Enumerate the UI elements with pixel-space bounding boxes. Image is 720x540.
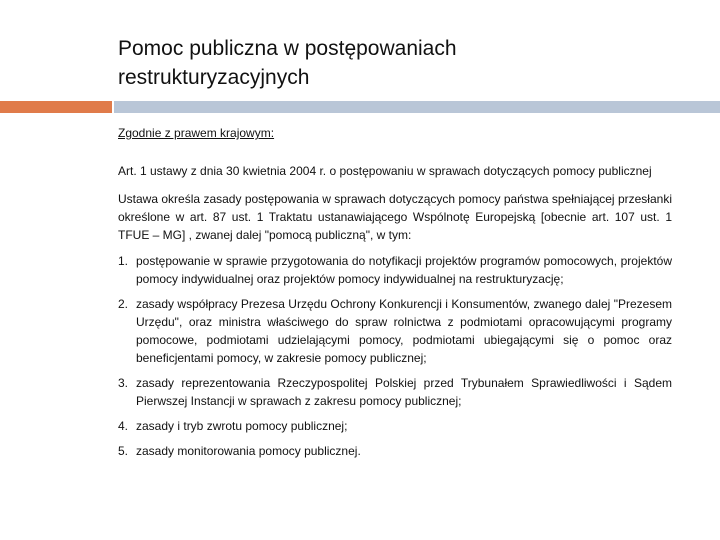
list-item-number: 1.: [118, 254, 129, 268]
title-divider-bar: [114, 101, 720, 113]
list-item-number: 4.: [118, 419, 129, 433]
provisions-list: [118, 252, 672, 460]
list-item-number: 5.: [118, 444, 129, 458]
list-item: [118, 252, 672, 288]
list-item: [118, 417, 672, 435]
list-item: [118, 442, 672, 460]
list-item-text: zasady monitorowania pomocy publicznej.: [136, 444, 361, 458]
article-heading: Art. 1 ustawy z dnia 30 kwietnia 2004 r. o postępowaniu w sprawach dotyczących pomocy publicznej: [118, 164, 652, 178]
accent-bar: [0, 101, 112, 113]
section-heading: Zgodnie z prawem krajowym:: [118, 126, 275, 140]
list-item-number: 3.: [118, 376, 129, 390]
list-item-number: 2.: [118, 297, 129, 311]
slide-title: [118, 34, 678, 92]
list-item-text: zasady reprezentowania Rzeczypospolitej Polskiej przed Trybunałem Sprawiedliwości i Sądem Pierwszej Instancji w sprawach z zakresu pomocy publicznej;: [136, 376, 672, 408]
list-item-text: postępowanie w sprawie przygotowania do notyfikacji projektów programów pomocowych, projektów pomocy indywidualnej oraz projektów pomocy indywidualnej na restrukturyzację;: [136, 254, 672, 286]
slide-title-line-2: restrukturyzacyjnych: [118, 66, 310, 89]
slide-content: [118, 124, 672, 467]
list-item-text: zasady współpracy Prezesa Urzędu Ochrony Konkurencji i Konsumentów, zwanego dalej "Prezesem Urzędu", oraz ministra właściwego do spraw rolnictwa z podmiotami opracowującymi programy pomocowe, podmiotami udzielającymi pomocy, podmiotami ubiegającymi się o pomoc oraz beneficjentami pomocy, w zakresie pomocy publicznej;: [136, 297, 672, 365]
list-item-text: zasady i tryb zwrotu pomocy publicznej;: [136, 419, 348, 433]
intro-paragraph: Ustawa określa zasady postępowania w sprawach dotyczących pomocy państwa spełniającej przesłanki określone w art. 87 ust. 1 Traktatu ustanawiającego Wspólnotę Europejską [obecnie art. 107 ust. 1 TFUE – MG] , zwanej dalej "pomocą publiczną", w tym:: [118, 192, 672, 242]
list-item: [118, 295, 672, 367]
slide-title-line-1: Pomoc publiczna w postępowaniach: [118, 37, 457, 60]
list-item: [118, 374, 672, 410]
